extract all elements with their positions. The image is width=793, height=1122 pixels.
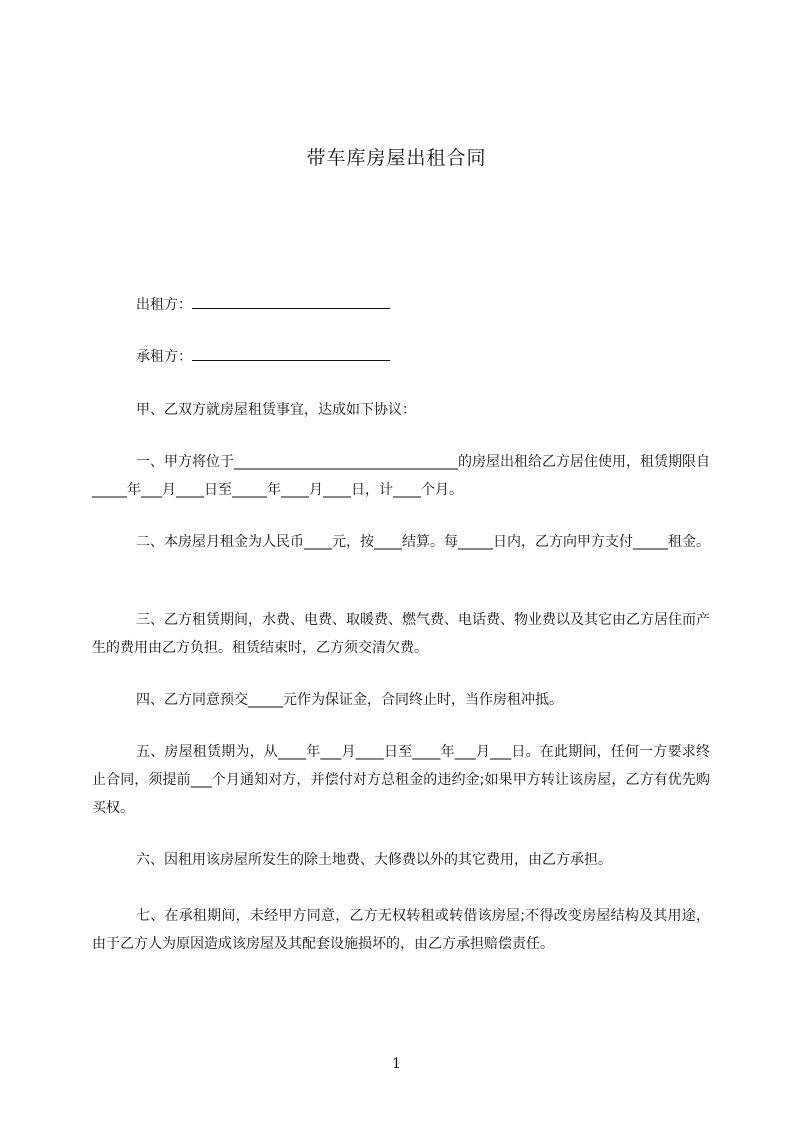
page-number: 1	[392, 1056, 401, 1072]
document-title: 带车库房屋出租合同	[306, 147, 487, 169]
clause-6: 六、因租用该房屋所发生的除土地费、大修费以外的其它费用，由乙方承担。	[136, 852, 612, 868]
lessee-blank	[192, 346, 390, 361]
lessor-blank	[192, 294, 390, 309]
clause-7: 七、在承租期间，未经甲方同意，乙方无权转租或转借该房屋;不得改变房屋结构及其用途，由于乙方人为原因造成该房屋及其配套设施损坏的，由乙方承担赔偿责任。	[92, 908, 710, 952]
lessee-label: 承租方：	[136, 349, 192, 365]
intro-paragraph: 甲、乙双方就房屋租赁事宜，达成如下协议：	[136, 402, 416, 418]
clause-1: 一、甲方将位于________________________________的房屋出租给乙方居住使用，租赁期限自_____年___月____日至_____年____月____日，计____个月。	[92, 454, 710, 498]
lessor-line	[136, 294, 390, 315]
clause-3: 三、乙方租赁期间，水费、电费、取暖费、燃气费、电话费、物业费以及其它由乙方居住而产生的费用由乙方负担。租赁结束时，乙方须交清欠费。	[92, 612, 710, 656]
lessee-line	[136, 346, 390, 367]
clause-5: 五、房屋租赁期为，从____年___月____日至____年___月___日。在此期间，任何一方要求终止合同，须提前___个月通知对方，并偿付对方总租金的违约金;如果甲方转让该房屋，乙方有优先购买权。	[92, 744, 710, 816]
clause-4: 四、乙方同意预交_____元作为保证金，合同终止时，当作房租冲抵。	[136, 692, 563, 708]
clause-2: 二、本房屋月租金为人民币____元，按____结算。每_____日内，乙方向甲方支付_____租金。	[136, 534, 710, 550]
lessor-label: 出租方：	[136, 297, 192, 313]
